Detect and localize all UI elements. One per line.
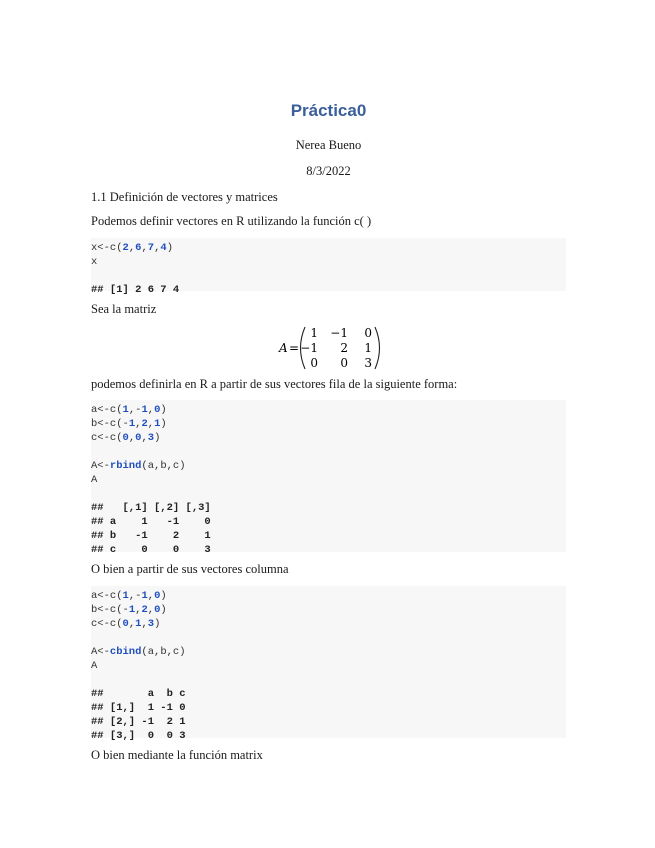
code-line: A<-rbind(a,b,c)	[91, 460, 186, 472]
code-line: a<-c(1,-1,0)	[91, 404, 167, 416]
matrix-cell: 3	[364, 356, 372, 370]
code-line: a<-c(1,-1,0)	[91, 590, 167, 602]
code-block-rbind	[91, 400, 566, 556]
code-line: x	[91, 256, 98, 268]
code-line: b<-c(-1,2,0)	[91, 604, 167, 616]
code-output: ## [3,] 0 0 3	[91, 730, 186, 742]
matrix-cell: 1	[310, 326, 318, 340]
code-block-vector	[91, 238, 566, 296]
code-output: ## [2,] -1 2 1	[91, 716, 186, 728]
matrix-equals: =	[289, 341, 300, 355]
matrix-cell: 0	[364, 326, 372, 340]
matrix-intro: Sea la matriz	[91, 302, 157, 316]
code-output: ## a 1 -1 0	[91, 516, 211, 528]
code-line: A	[91, 660, 98, 672]
code-output: ## [1,] 1 -1 0	[91, 702, 186, 714]
code-line: b<-c(-1,2,1)	[91, 418, 167, 430]
matrix-name: A	[279, 341, 288, 355]
document-title: Práctica0	[290, 101, 367, 120]
matrix-cell: −1	[300, 341, 318, 355]
code-block-cbind	[91, 586, 566, 742]
matrix-equation	[91, 324, 566, 370]
cols-paragraph: O bien a partir de sus vectores columna	[91, 562, 289, 576]
right-paren	[375, 327, 380, 369]
matrix-cell: 0	[310, 356, 318, 370]
matrix-svg	[91, 324, 566, 372]
date: 8/3/2022	[306, 164, 351, 178]
section-heading: 1.1 Definición de vectores y matrices	[91, 190, 278, 204]
code-output: ## a b c	[91, 688, 186, 700]
matrix-cell: 1	[364, 341, 372, 355]
rows-paragraph: podemos definirla en R a partir de sus vectores fila de la siguiente forma:	[91, 377, 458, 391]
matrix-cell: −1	[330, 326, 348, 340]
author: Nerea Bueno	[295, 138, 362, 152]
code-output: ## [,1] [,2] [,3]	[91, 502, 211, 514]
code-line: c<-c(0,0,3)	[91, 432, 161, 444]
code-output: ## c 0 0 3	[91, 544, 211, 556]
code-line: A<-cbind(a,b,c)	[91, 646, 186, 658]
matrix-cell: 0	[340, 356, 348, 370]
code-output: ## [1] 2 6 7 4	[91, 284, 180, 296]
code-line: A	[91, 474, 98, 486]
intro-paragraph: Podemos definir vectores en R utilizando la función c( )	[91, 214, 372, 228]
code-line: c<-c(0,1,3)	[91, 618, 161, 630]
code-line: x<-c(2,6,7,4)	[91, 242, 174, 254]
matrix-cell: 2	[340, 341, 348, 355]
code-output: ## b -1 2 1	[91, 530, 211, 542]
matrix-function-paragraph: O bien mediante la función matrix	[91, 748, 263, 762]
